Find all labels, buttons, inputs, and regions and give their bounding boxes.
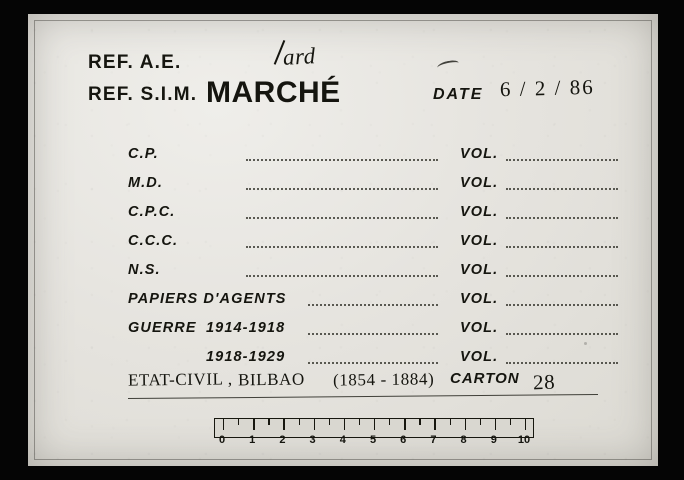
ruler-number: 6 (400, 434, 407, 446)
ref-ae-label: REF. A.E. (88, 52, 182, 73)
row-dots-left (308, 333, 438, 335)
row-label: M.D. (128, 175, 164, 191)
row-vol-label: VOL. (460, 291, 499, 307)
ref-sim-label: REF. S.I.M. (88, 84, 198, 105)
ruler-tick-minor (268, 419, 269, 425)
ruler-tick-minor (510, 419, 511, 425)
ruler-tick-major (495, 419, 496, 430)
table-row (128, 349, 618, 371)
ruler-tick-minor (450, 419, 451, 425)
ruler-tick-minor (389, 419, 390, 425)
ruler-number: 2 (279, 434, 286, 446)
row-dots-right (506, 246, 618, 248)
ruler-tick-minor (299, 419, 300, 425)
row-dots-left (246, 275, 438, 277)
row-vol-label: VOL. (460, 204, 499, 220)
ruler-tick-major (283, 419, 284, 430)
ink-smudge (436, 59, 459, 71)
row-dots-left (246, 188, 438, 190)
ruler-number: 7 (430, 434, 437, 446)
row-vol-label: VOL. (460, 262, 499, 278)
row-vol-label: VOL. (460, 233, 499, 249)
ruler-tick-minor (419, 419, 420, 425)
table-row (128, 146, 618, 168)
row-vol-label: VOL. (460, 349, 499, 365)
table-row (128, 204, 618, 226)
table-row (128, 233, 618, 255)
ruler-number: 4 (339, 434, 346, 446)
ruler-tick-major (404, 419, 405, 430)
ruler-tick-minor (329, 419, 330, 425)
row-dots-left (246, 159, 438, 161)
date-value: 6 / 2 / 86 (499, 74, 595, 102)
row-dots-right (506, 333, 618, 335)
ref-ae-value: ard (282, 43, 317, 70)
scale-ruler-labels (211, 434, 535, 448)
ruler-number: 10 (517, 434, 531, 446)
row-vol-label: VOL. (460, 146, 499, 162)
ruler-number: 8 (460, 434, 467, 446)
ruler-tick-major (314, 419, 315, 430)
row-dots-left (246, 246, 438, 248)
row-dots-right (506, 304, 618, 306)
carton-label: CARTON (450, 370, 520, 387)
ruler-tick-major (525, 419, 526, 430)
index-card (28, 14, 658, 466)
row-label: C.P.C. (128, 204, 176, 220)
ruler-tick-minor (480, 419, 481, 425)
row-label-secondary: 1918-1929 (206, 349, 286, 365)
date-label: DATE (433, 86, 484, 103)
row-dots-right (506, 217, 618, 219)
entry-date-range: (1854 - 1884) (332, 369, 435, 390)
row-label: GUERRE (128, 320, 197, 336)
row-dots-right (506, 275, 618, 277)
row-label-secondary: 1914-1918 (206, 320, 286, 336)
paper-blemish (584, 342, 587, 345)
row-label: N.S. (128, 262, 161, 278)
row-dots-right (506, 188, 618, 190)
row-dots-left (246, 217, 438, 219)
ruler-tick-major (344, 419, 345, 430)
ruler-number: 9 (490, 434, 497, 446)
row-dots-left (308, 362, 438, 364)
table-row (128, 175, 618, 197)
row-dots-left (308, 304, 438, 306)
entry-place: BILBAO (237, 369, 305, 390)
entry-category: ETAT-CIVIL , (127, 369, 233, 390)
ruler-tick-minor (359, 419, 360, 425)
ruler-number: 0 (218, 434, 226, 446)
table-row (128, 320, 618, 342)
row-label: PAPIERS D'AGENTS (128, 291, 287, 307)
ruler-tick-major (374, 419, 375, 430)
ruler-tick-minor (238, 419, 239, 425)
page-title: MARCHÉ (206, 76, 341, 109)
carton-number: 28 (532, 369, 556, 395)
row-label: C.P. (128, 146, 159, 162)
row-vol-label: VOL. (460, 175, 499, 191)
ruler-tick-major (253, 419, 254, 430)
table-row (128, 291, 618, 313)
ruler-number: 3 (309, 434, 316, 446)
row-label: C.C.C. (128, 233, 179, 249)
row-vol-label: VOL. (460, 320, 499, 336)
row-dots-right (506, 362, 618, 364)
ruler-tick-major (434, 419, 435, 430)
table-row (128, 262, 618, 284)
row-dots-right (506, 159, 618, 161)
ruler-tick-major (465, 419, 466, 430)
ruler-number: 5 (369, 434, 377, 446)
ruler-tick-major (223, 419, 224, 430)
ruler-number: 1 (249, 434, 256, 446)
